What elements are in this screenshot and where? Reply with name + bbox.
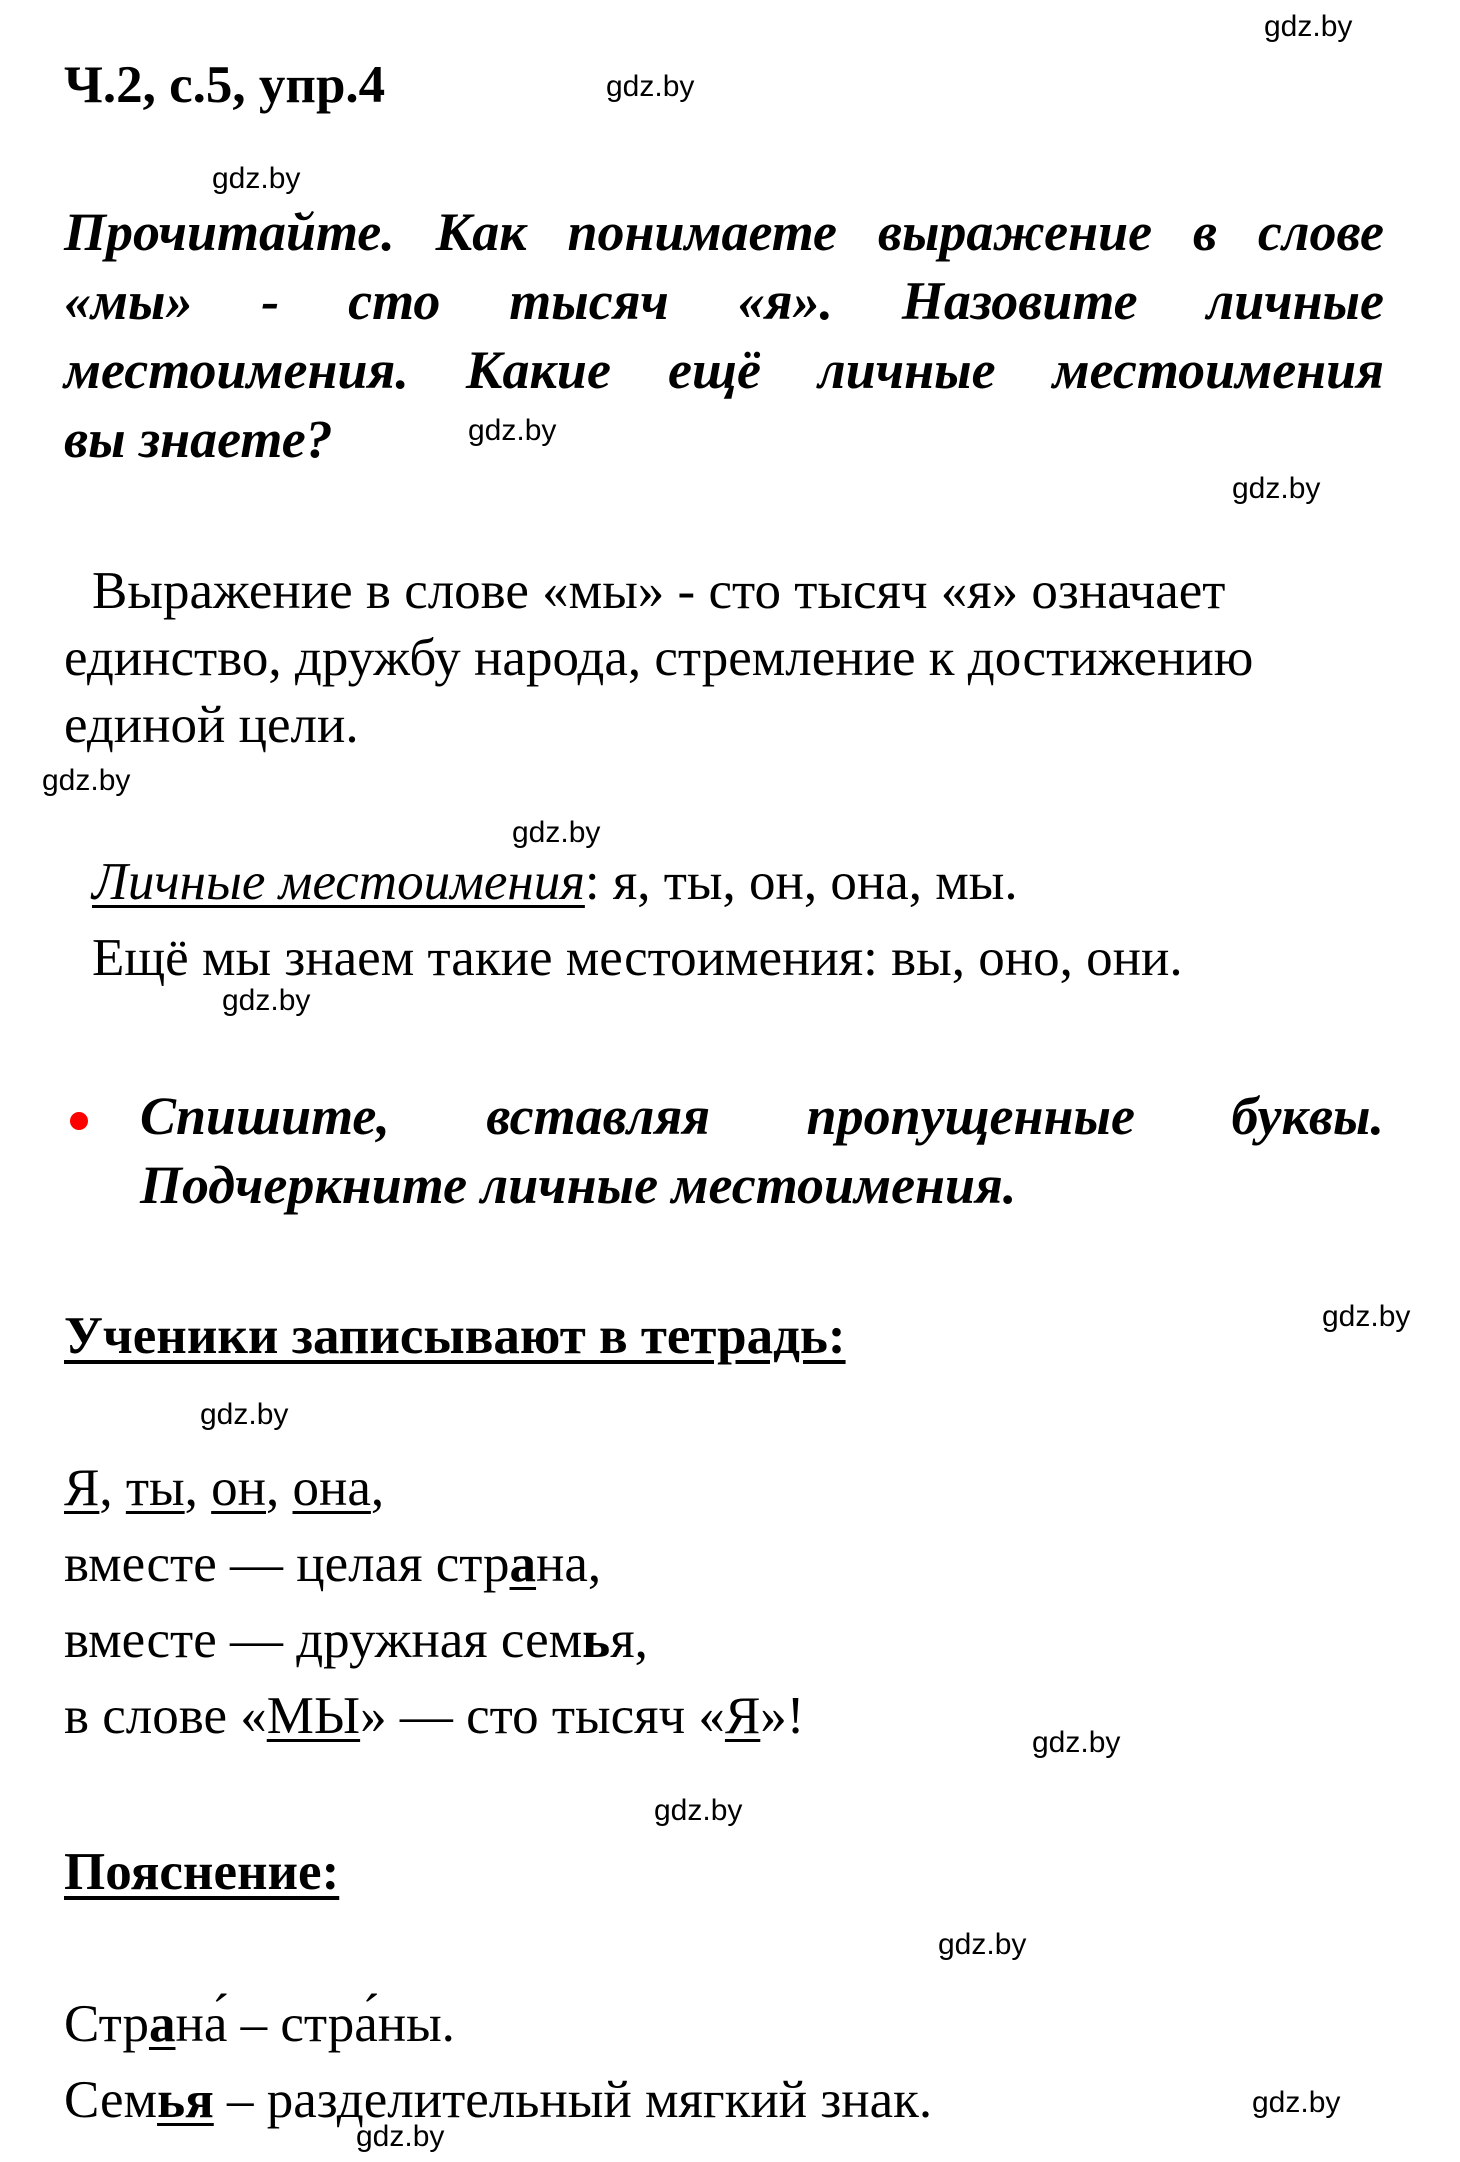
pronoun-word: она: [292, 1459, 371, 1517]
watermark: gdz.by: [1232, 472, 1321, 505]
pronouns-list: : я, ты, он, она, мы.: [584, 853, 1018, 911]
explanation-text: на́ – стра́ны.: [175, 1995, 455, 2053]
pronouns-label: Личные местоимения: [92, 853, 585, 911]
punctuation: ,: [370, 1459, 385, 1517]
poem-text: вместе — дружная сем: [64, 1611, 583, 1669]
page-title: Ч.2, с.5, упр.4: [64, 56, 386, 114]
watermark: gdz.by: [606, 70, 695, 103]
pronoun-word: МЫ: [266, 1687, 361, 1745]
pronouns-line: [92, 853, 1018, 911]
answer-line: единой цели.: [64, 696, 359, 754]
poem-text: » — сто тысяч «: [360, 1687, 725, 1745]
pronoun-word: он: [211, 1459, 267, 1517]
explanation-text: Стр: [64, 1995, 149, 2053]
pronoun-word: ты: [125, 1459, 185, 1517]
task-line: «мы» - сто тысяч «я». Назовите личные: [64, 271, 1384, 331]
task-line: местоимения. Какие ещё личные местоимения: [64, 340, 1384, 400]
pronouns-extra: Ещё мы знаем такие местоимения: вы, оно, они.: [92, 929, 1183, 987]
punctuation: ,: [99, 1459, 126, 1517]
poem-text: в слове «: [64, 1687, 267, 1745]
answer-line: единство, дружбу народа, стремление к достижению: [64, 629, 1254, 687]
pronoun-word: Я: [724, 1687, 761, 1745]
pronoun-word: Я: [64, 1459, 100, 1517]
watermark: gdz.by: [654, 1794, 743, 1827]
punctuation: ,: [184, 1459, 212, 1517]
watermark: gdz.by: [1252, 2086, 1341, 2119]
task2-line: Спишите, вставляя пропущенные буквы.: [140, 1086, 1384, 1146]
explanation-line-1: [64, 1995, 455, 2053]
watermark: gdz.by: [212, 162, 301, 195]
watermark: gdz.by: [1032, 1726, 1121, 1759]
punctuation: ,: [266, 1459, 293, 1517]
highlighted-letter: ья: [157, 2071, 214, 2129]
explanation-text: – разделительный мягкий знак.: [213, 2071, 933, 2129]
explanation-line-2: [64, 2071, 933, 2129]
poem-line-4: [64, 1687, 805, 1745]
answer-line: Выражение в слове «мы» - сто тысяч «я» означает: [92, 562, 1226, 620]
task-line: вы знаете?: [64, 409, 333, 469]
watermark: gdz.by: [356, 2120, 445, 2153]
watermark: gdz.by: [938, 1928, 1027, 1961]
answer-paragraph: [64, 558, 1384, 759]
poem-text: »!: [760, 1687, 805, 1745]
poem-text: на,: [536, 1535, 602, 1593]
watermark: gdz.by: [200, 1398, 289, 1431]
watermark: gdz.by: [42, 764, 131, 797]
poem-line-1: [64, 1459, 385, 1517]
poem-text: вместе — целая стр: [64, 1535, 510, 1593]
task-line: Прочитайте. Как понимаете выражение в слове: [64, 202, 1384, 262]
poem-line-2: [64, 1535, 602, 1593]
bullet-icon: [70, 1112, 88, 1130]
inserted-letter: ь: [582, 1611, 611, 1669]
explanation-title: Пояснение:: [64, 1843, 340, 1901]
task2-instruction: [140, 1082, 1384, 1220]
watermark: gdz.by: [1322, 1300, 1411, 1333]
highlighted-letter: а: [148, 1995, 176, 2053]
task-instruction: [64, 198, 1384, 474]
watermark: gdz.by: [468, 414, 557, 447]
watermark: gdz.by: [222, 984, 311, 1017]
inserted-letter: а: [509, 1535, 537, 1593]
poem-line-3: [64, 1611, 648, 1669]
poem-text: я,: [610, 1611, 648, 1669]
watermark: gdz.by: [512, 816, 601, 849]
watermark: gdz.by: [1264, 10, 1353, 43]
notebook-title: Ученики записывают в тетрадь:: [64, 1307, 846, 1365]
task2-line: Подчеркните личные местоимения.: [140, 1155, 1017, 1215]
explanation-text: Сем: [64, 2071, 158, 2129]
